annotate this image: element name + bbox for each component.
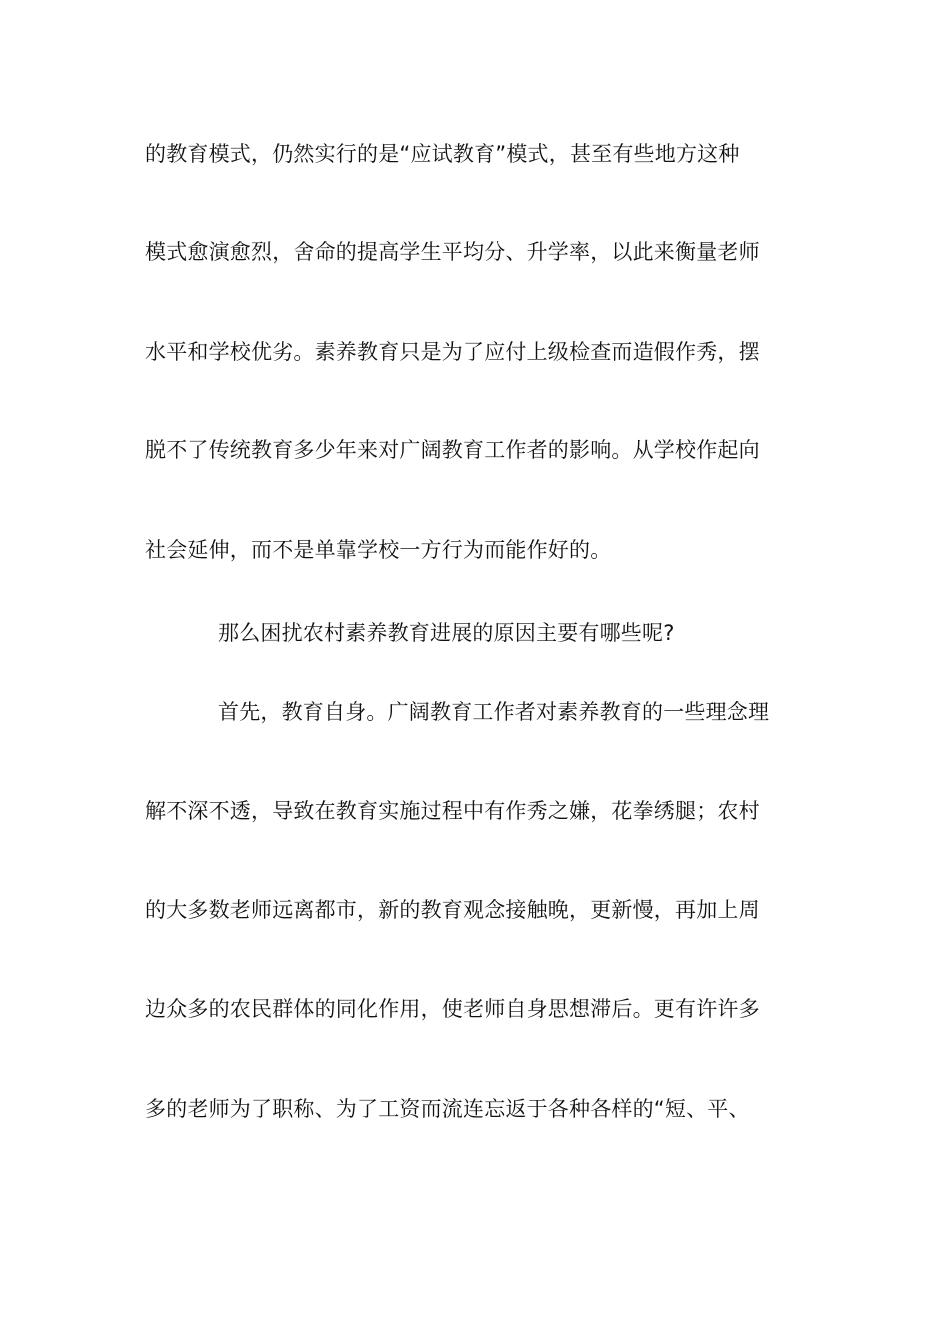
paragraph-question: 那么困扰农村素养教育进展的原因主要有哪些呢? — [218, 621, 675, 645]
text-line: 的大多数老师远离都市，新的教育观念接触晚，更新慢，再加上周 — [145, 898, 760, 922]
text-line: 解不深不透，导致在教育实施过程中有作秀之嫌，花拳绣腿；农村 — [145, 799, 760, 823]
text-line: 的教育模式，仍然实行的是“应试教育”模式，甚至有些地方这种 — [145, 142, 740, 166]
paragraph-start: 首先，教育自身。广阔教育工作者对素养教育的一些理念理 — [218, 700, 770, 724]
text-line: 模式愈演愈烈，舍命的提高学生平均分、升学率，以此来衡量老师 — [145, 240, 760, 264]
text-line: 社会延伸，而不是单靠学校一方行为而能作好的。 — [145, 538, 612, 562]
text-line: 脱不了传统教育多少年来对广阔教育工作者的影响。从学校作起向 — [145, 438, 760, 462]
text-line: 水平和学校优劣。素养教育只是为了应付上级检查而造假作秀，摆 — [145, 340, 760, 364]
text-line: 多的老师为了职称、为了工资而流连忘返于各种各样的“短、平、 — [145, 1097, 750, 1121]
text-line: 边众多的农民群体的同化作用，使老师自身思想滞后。更有许许多 — [145, 997, 760, 1021]
